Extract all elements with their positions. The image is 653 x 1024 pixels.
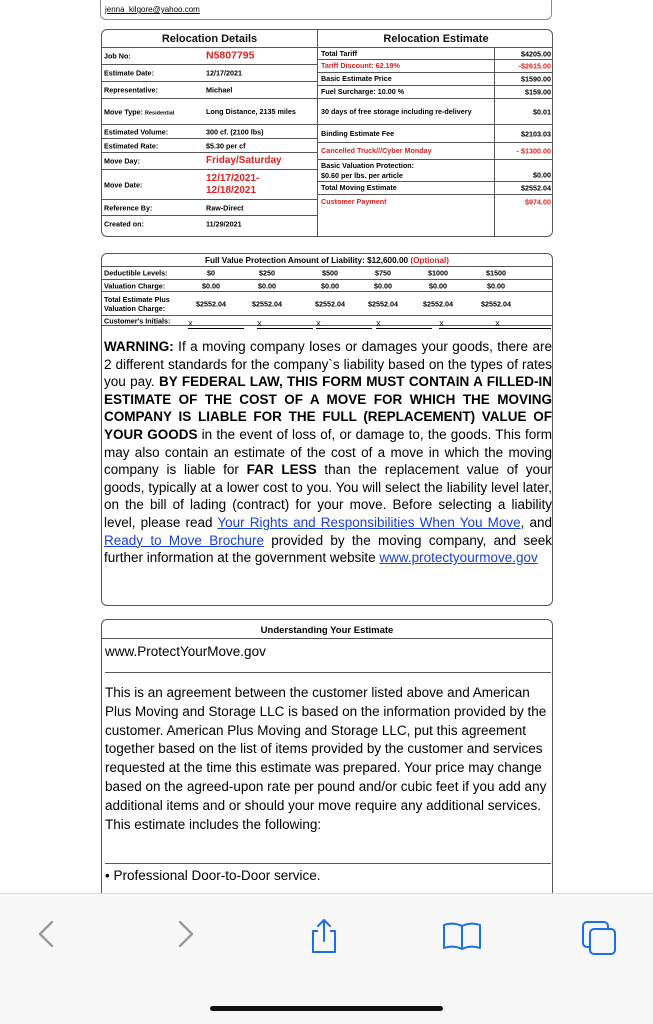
detail-row-estimate-date: Estimate Date: 12/17/2021 [102,64,317,81]
estimate-row-cancelled-truck: Cancelled Truck///Cyber Monday - $1300.00 [318,142,553,159]
home-indicator[interactable] [210,1006,443,1011]
initials-field-1[interactable]: X [257,319,313,329]
ready-to-move-link[interactable]: Ready to Move Brochure [104,532,264,548]
initials-field-5[interactable]: X [495,319,551,329]
initials-field-3[interactable]: X [376,319,432,329]
detail-row-job-no: Job No: N5807795 [102,47,317,64]
tabs-button[interactable] [578,916,618,952]
relocation-box [101,29,553,237]
understanding-body: This is an agreement between the customer listed above and American Plus Moving and Storage LLC is based on the information provided by the customer. American Plus Moving and Storage LLC, put this agreement together based on the list of items provided by the customer and services requested at the time this estimate was prepared. Your price may change based on the agreed-upon rate per pound and/or cubic feet if you add any additional items and or should your move require any additional services. This estimate includes the following: [105,672,551,834]
estimate-row-total-moving: Total Moving Estimate $2552.04 [318,181,553,194]
liability-warning: WARNING: If a moving company loses or damages your goods, there are 2 different standards for the company`s liability based on the types of rates you pay. BY FEDERAL LAW, THIS FORM MUST CONTAIN A FILLED-IN ESTIMATE OF THE COST OF A MOVE FOR WHICH THE MOVING COMPANY IS LIABLE FOR THE FULL (REPLACEMENT) VALUE OF YOUR GOODS in the event of loss of, or damage to, the goods. This form may also contain an estimate of the cost of a move in which the moving company is liable for FAR LESS than the replacement value of your goods, typically at a lower cost to you. You will select the liability level later, on the bill of lading (contract) for your move. Before selecting a liability level, please read Your Rights and Responsibilities When You Move, and Ready to Move Brochure provided by the moving company, and seek further information at the government website www.protectyourmove.gov [104,339,553,566]
included-service-item: • Professional Door-to-Door service. [105,863,551,883]
relocation-estimate-title: Relocation Estimate [383,33,489,45]
forward-button[interactable] [166,916,206,952]
detail-row-move-date: Move Date: 12/17/2021-12/18/2021 [102,169,317,199]
estimate-row-binding-fee: Binding Estimate Fee $2103.03 [318,124,553,142]
initials-field-4[interactable]: X [439,319,495,329]
detail-row-reference: Reference By: Raw-Direct [102,199,317,215]
chevron-left-icon [28,916,68,952]
understanding-title: Understanding Your Estimate [102,620,552,639]
rights-responsibilities-link[interactable]: Your Rights and Responsibilities When You Move [217,514,521,530]
browser-toolbar [0,893,653,1024]
estimate-row-basic-price: Basic Estimate Price $1590.00 [318,72,553,85]
initials-field-0[interactable]: X [188,319,244,329]
chevron-right-icon [166,916,206,952]
estimate-row-storage: 30 days of free storage including re-delivery $0.01 [318,98,553,124]
back-button[interactable] [28,916,68,952]
initials-field-2[interactable]: X [316,319,372,329]
detail-row-move-day: Move Day: Friday/Saturday [102,152,317,169]
deductible-levels-row: Deductible Levels: $0 $250 $500 $750 $1000 $1500 [102,266,552,279]
detail-row-created: Created on: 11/29/2021 [102,215,317,231]
estimate-row-basic-valuation: Basic Valuation Protection: $0.60 per lbs. per article $0.00 [318,159,553,181]
valuation-charge-row: Valuation Charge: $0.00 $0.00 $0.00 $0.00 $0.00 $0.00 [102,279,552,291]
total-plus-valuation-row: Total Estimate Plus Valuation Charge: $2552.04 $2552.04 $2552.04 $2552.04 $2552.04 $2552.04 [102,291,552,315]
detail-row-rate: Estimated Rate: $5.30 per cf [102,138,317,152]
fvp-title: Full Value Protection Amount of Liability: $12,600.00 (Optional) [204,256,449,265]
estimate-row-customer-payment: Customer Payment $974.00 [318,194,553,208]
understanding-estimate-box [101,619,553,893]
detail-row-representative: Representative: Michael [102,81,317,98]
relocation-estimate [318,30,553,236]
detail-row-move-type: Move Type: Residential Long Distance, 2135 miles [102,98,317,124]
share-button[interactable] [304,916,344,952]
customer-email[interactable]: jenna_kilgore@yahoo.com [105,5,200,14]
relocation-details [102,30,318,236]
estimate-row-fuel: Fuel Surcharge: 10.00 % $159.00 [318,85,553,98]
relocation-details-title: Relocation Details [161,33,258,45]
share-icon [304,916,344,956]
protectyourmove-link[interactable]: www.protectyourmove.gov [379,550,538,566]
book-icon [440,916,484,956]
bookmarks-button[interactable] [440,916,480,952]
estimate-row-discount: Tariff Discount: 62.19% -$2615.00 [318,59,553,72]
job-number: N5807795 [206,49,255,62]
understanding-site: www.ProtectYourMove.gov [105,644,266,659]
detail-row-volume: Estimated Volume: 300 cf. (2100 lbs) [102,124,317,138]
full-value-protection-box [101,253,553,606]
customer-initials-row: Customer's Initials: X X X X X X [102,315,552,326]
tabs-icon [578,916,622,956]
estimate-row-total-tariff: Total Tariff $4205.00 [318,47,553,59]
email-header [100,0,552,20]
